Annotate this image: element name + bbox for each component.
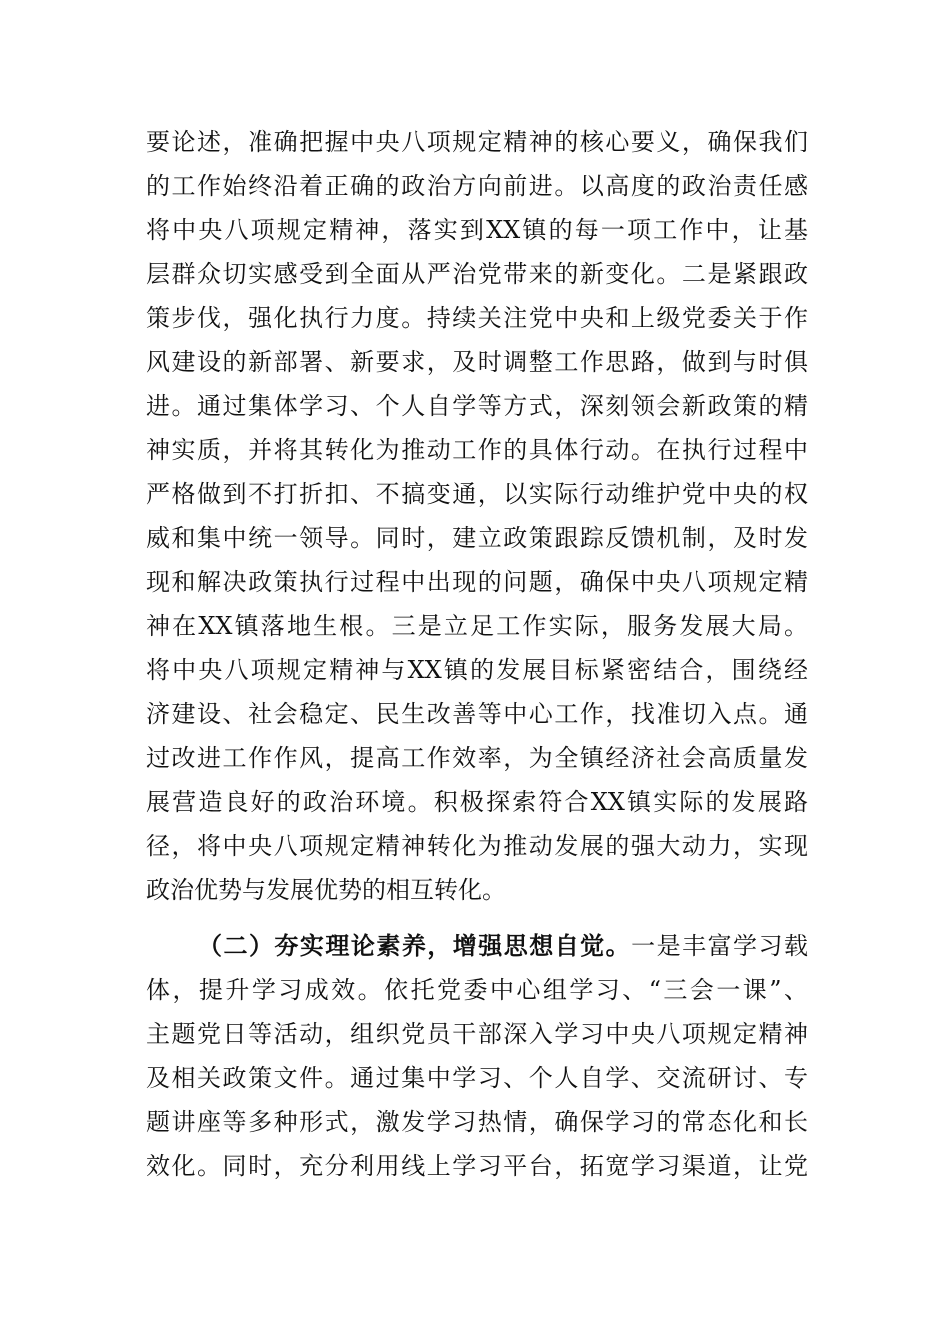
text-line: 将中央八项规定精神与XX镇的发展目标紧密结合，围绕经: [146, 656, 808, 684]
text-line: 径，将中央八项规定精神转化为推动发展的强大动力，实现: [146, 832, 808, 860]
text-line: 要论述，准确把握中央八项规定精神的核心要义，确保我们: [146, 128, 808, 156]
section-heading: （二）夯实理论素养，增强思想自觉。: [198, 931, 632, 960]
paragraph-policy-implementation: [146, 120, 808, 912]
text-line: 体，提升学习成效。依托党委中心组学习、“三会一课”、: [146, 976, 808, 1004]
text-line: 风建设的新部署、新要求，及时调整工作思路，做到与时俱: [146, 348, 808, 376]
text-line: 层群众切实感受到全面从严治党带来的新变化。二是紧跟政: [146, 260, 808, 288]
text-line: 策步伐，强化执行力度。持续关注党中央和上级党委关于作: [146, 304, 808, 332]
text-line: 济建设、社会稳定、民生改善等中心工作，找准切入点。通: [146, 700, 808, 728]
section-heading-line: [146, 924, 808, 968]
text-line: 威和集中统一领导。同时，建立政策跟踪反馈机制，及时发: [146, 524, 808, 552]
text-line: 效化。同时，充分利用线上学习平台，拓宽学习渠道，让党: [146, 1152, 808, 1180]
text-line: 及相关政策文件。通过集中学习、个人自学、交流研讨、专: [146, 1064, 808, 1092]
text-line: 神在XX镇落地生根。三是立足工作实际，服务发展大局。: [146, 612, 808, 640]
text-line: 将中央八项规定精神，落实到XX镇的每一项工作中，让基: [146, 216, 808, 244]
text-line: 展营造良好的政治环境。积极探索符合XX镇实际的发展路: [146, 788, 808, 816]
text-line: 的工作始终沿着正确的政治方向前进。以高度的政治责任感: [146, 172, 808, 200]
text-line: 题讲座等多种形式，激发学习热情，确保学习的常态化和长: [146, 1108, 808, 1136]
text-line: 主题党日等活动，组织党员干部深入学习中央八项规定精神: [146, 1020, 808, 1048]
paragraph-theory-study: [146, 924, 808, 1188]
text-line: 现和解决政策执行过程中出现的问题，确保中央八项规定精: [146, 568, 808, 596]
text-line: 过改进工作作风，提高工作效率，为全镇经济社会高质量发: [146, 744, 808, 772]
text-line: 严格做到不打折扣、不搞变通，以实际行动维护党中央的权: [146, 480, 808, 508]
text-line: 进。通过集体学习、个人自学等方式，深刻领会新政策的精: [146, 392, 808, 420]
text-line: 政治优势与发展优势的相互转化。: [146, 876, 506, 904]
heading-line-text: 一是丰富学习载: [631, 932, 808, 960]
text-line: 神实质，并将其转化为推动工作的具体行动。在执行过程中: [146, 436, 808, 464]
